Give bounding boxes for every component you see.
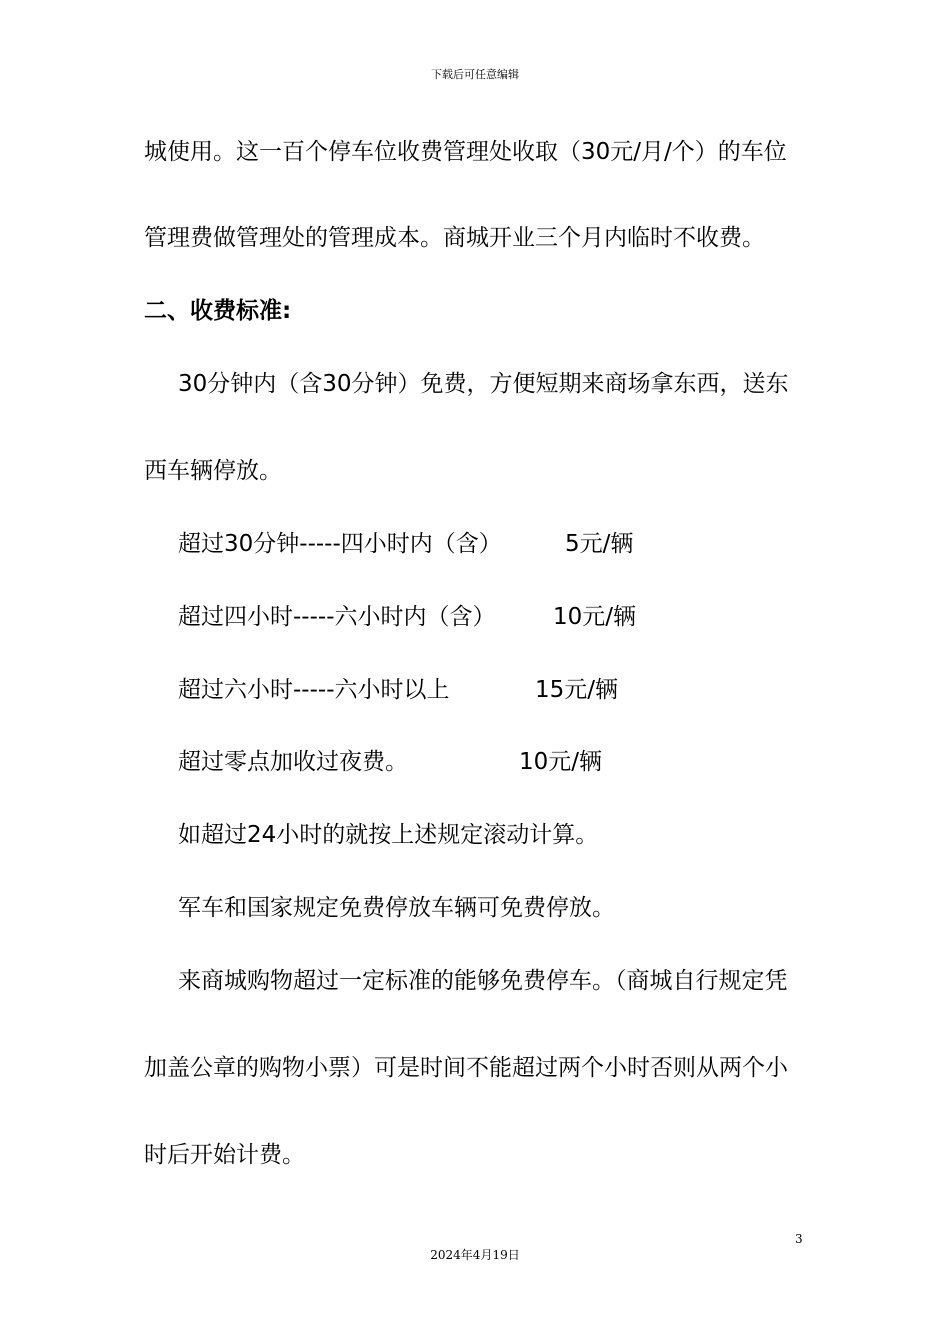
paragraph-line: 加盖公章的购物小票）可是时间不能超过两个小时否则从两个小 xyxy=(144,1055,788,1081)
paragraph-line: 管理费做管理处的管理成本。商城开业三个月内临时不收费。 xyxy=(144,225,765,251)
fee-price: 15元/辆 xyxy=(535,677,619,703)
paragraph-line: 如超过24小时的就按上述规定滚动计算。 xyxy=(178,822,599,848)
paragraph-line: 时后开始计费。 xyxy=(144,1142,305,1168)
page-number: 3 xyxy=(795,1232,803,1246)
fee-price: 5元/辆 xyxy=(565,531,634,557)
fee-label: 超过六小时-----六小时以上 xyxy=(178,677,450,703)
fee-label: 超过四小时-----六小时内（含） xyxy=(178,604,496,630)
fee-price: 10元/辆 xyxy=(553,604,637,630)
page-header: 下载后可任意编辑 xyxy=(431,68,519,81)
paragraph-line: 30分钟内（含30分钟）免费，方便短期来商场拿东西，送东 xyxy=(178,371,789,397)
fee-price: 10元/辆 xyxy=(519,749,603,775)
paragraph-line: 西车辆停放。 xyxy=(144,458,282,484)
paragraph-line: 来商城购物超过一定标准的能够免费停车。（商城自行规定凭 xyxy=(178,968,788,994)
fee-label: 超过零点加收过夜费。 xyxy=(178,749,408,775)
section-heading: 二、收费标准: xyxy=(144,298,292,324)
fee-label: 超过30分钟-----四小时内（含） xyxy=(178,531,502,557)
paragraph-line: 军车和国家规定免费停放车辆可免费停放。 xyxy=(178,895,615,921)
footer-date: 2024年4月19日 xyxy=(430,1248,520,1262)
paragraph-line: 城使用。这一百个停车位收费管理处收取（30元/月/个）的车位 xyxy=(144,139,787,165)
